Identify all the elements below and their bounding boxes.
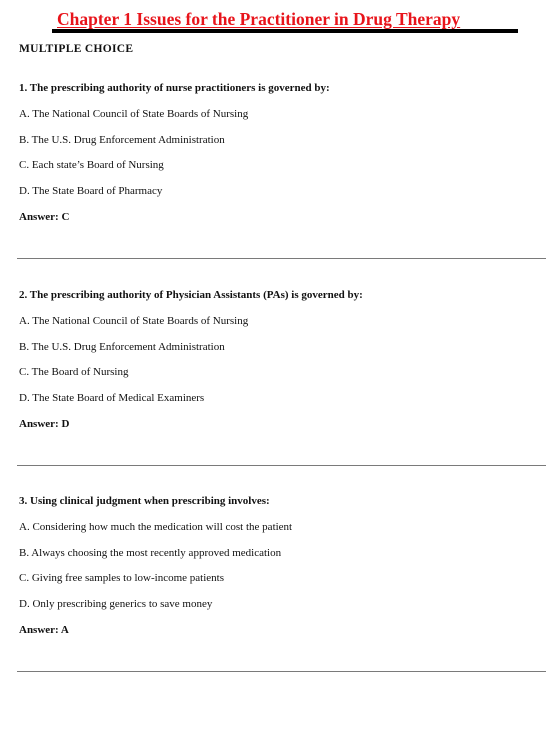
answer-key: Answer: A bbox=[19, 624, 69, 636]
option-b: B. The U.S. Drug Enforcement Administration bbox=[19, 134, 225, 146]
question-3 bbox=[19, 494, 539, 636]
question-divider bbox=[17, 671, 546, 672]
option-d: D. Only prescribing generics to save money bbox=[19, 598, 213, 610]
question-2 bbox=[19, 288, 539, 430]
answer-key: Answer: D bbox=[19, 418, 70, 430]
option-a: A. The National Council of State Boards of Nursing bbox=[19, 108, 249, 120]
question-1 bbox=[19, 81, 539, 223]
option-b: B. The U.S. Drug Enforcement Administration bbox=[19, 341, 225, 353]
option-a: A. Considering how much the medication will cost the patient bbox=[19, 521, 293, 533]
question-stem: 3. Using clinical judgment when prescribing involves: bbox=[19, 495, 270, 507]
option-c: C. Each state’s Board of Nursing bbox=[19, 159, 164, 171]
option-c: C. Giving free samples to low-income patients bbox=[19, 572, 224, 584]
option-c: C. The Board of Nursing bbox=[19, 366, 129, 378]
option-d: D. The State Board of Pharmacy bbox=[19, 185, 163, 197]
title-rule bbox=[52, 29, 518, 33]
option-d: D. The State Board of Medical Examiners bbox=[19, 392, 205, 404]
question-stem: 2. The prescribing authority of Physician Assistants (PAs) is governed by: bbox=[19, 289, 363, 301]
answer-key: Answer: C bbox=[19, 211, 70, 223]
question-divider bbox=[17, 465, 546, 466]
chapter-title: Chapter 1 Issues for the Practitioner in Drug Therapy bbox=[57, 9, 461, 29]
question-stem: 1. The prescribing authority of nurse practitioners is governed by: bbox=[19, 82, 330, 94]
option-b: B. Always choosing the most recently approved medication bbox=[19, 547, 282, 559]
question-divider bbox=[17, 258, 546, 259]
section-label: MULTIPLE CHOICE bbox=[19, 43, 134, 55]
option-a: A. The National Council of State Boards of Nursing bbox=[19, 315, 249, 327]
